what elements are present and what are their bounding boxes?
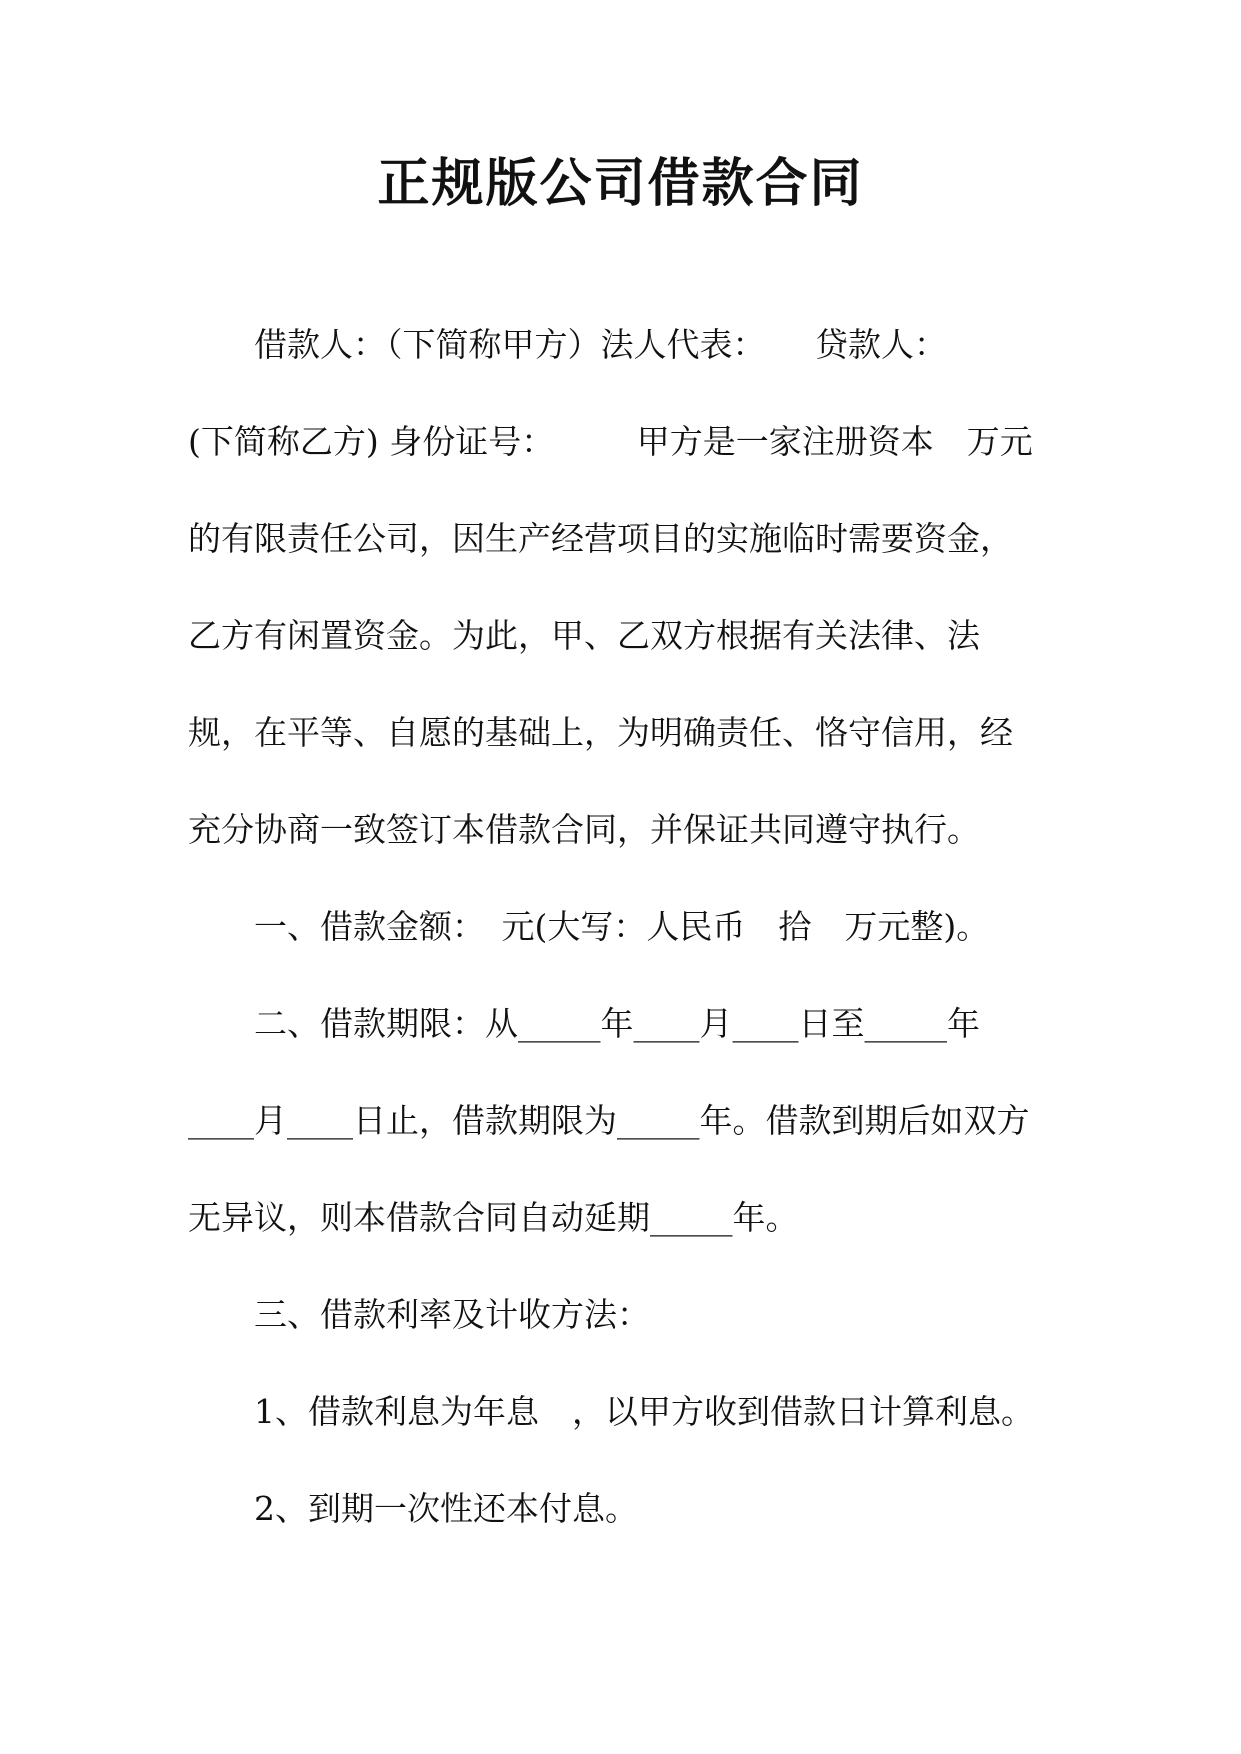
paragraph-line: 规，在平等、自愿的基础上，为明确责任、恪守信用，经 — [188, 713, 1013, 752]
clause-interest-item-2: 2、到期一次性还本付息。 — [254, 1489, 638, 1528]
clause-loan-term: 二、借款期限：从_____年____月____日至_____年 — [254, 1004, 980, 1043]
paragraph-line: 充分协商一致签订本借款合同，并保证共同遵守执行。 — [188, 810, 980, 849]
contract-body — [188, 296, 1048, 1557]
paragraph-line: (下简称乙方) 身份证号： 甲方是一家注册资本 万元 — [188, 422, 1033, 461]
paragraph-line: 借款人：（下简称甲方）法人代表： 贷款人： — [254, 325, 947, 364]
clause-interest-item-1: 1、借款利息为年息 ，以甲方收到借款日计算利息。 — [254, 1392, 1034, 1431]
paragraph-line: 乙方有闲置资金。为此，甲、乙双方根据有关法律、法 — [188, 616, 980, 655]
paragraph-line: 无异议，则本借款合同自动延期_____年。 — [188, 1198, 799, 1237]
paragraph-line: 的有限责任公司，因生产经营项目的实施临时需要资金， — [188, 519, 1013, 558]
document-title: 正规版公司借款合同 — [377, 154, 864, 214]
clause-interest-heading: 三、借款利率及计收方法： — [254, 1295, 650, 1334]
clause-loan-amount: 一、借款金额： 元(大写：人民币 拾 万元整)。 — [254, 907, 990, 946]
paragraph-line: ____月____日止，借款期限为_____年。借款到期后如双方 — [188, 1101, 1030, 1140]
